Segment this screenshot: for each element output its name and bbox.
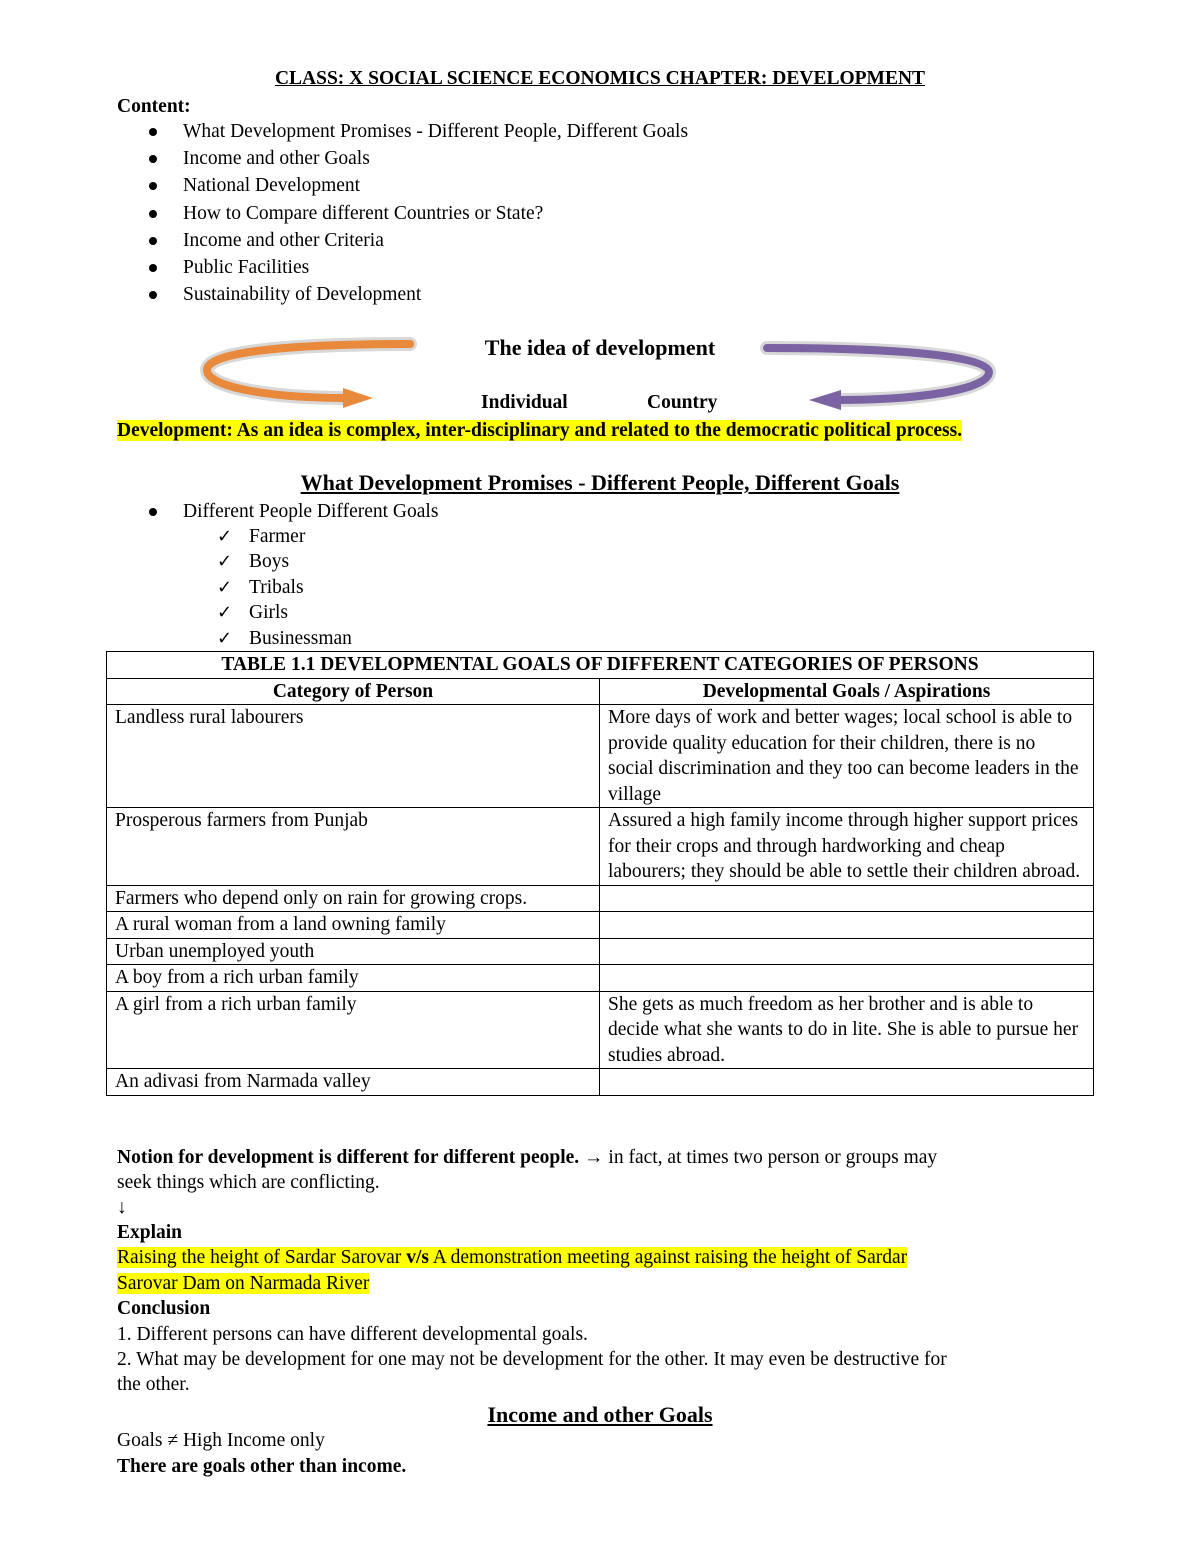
table-row [107,885,1094,912]
table-row [107,938,1094,965]
page-title: CLASS: X SOCIAL SCIENCE ECONOMICS CHAPTER: DEVELOPMENT [274,68,926,89]
table-row [107,808,1094,886]
category-cell: Prosperous farmers from Punjab [107,808,600,886]
table-row [107,965,1094,992]
section1-bullet: Different People Different Goals [117,498,438,525]
income-line2: There are goals other than income. [117,1456,407,1477]
table-title: TABLE 1.1 DEVELOPMENTAL GOALS OF DIFFERENT CATEGORIES OF PERSONS [107,652,1094,679]
section1-list [117,498,438,525]
check-item: ✓ Farmer [217,524,352,549]
check-list [217,524,352,651]
category-cell: Landless rural labourers [107,705,600,808]
table-row [107,991,1094,1069]
conclusion-2-line1: 2. What may be development for one may not be development for the other. It may even be destructive for [117,1349,947,1370]
goal-cell [600,912,1094,939]
goal-cell: She gets as much freedom as her brother and is able to decide what she wants to do in lite. She is able to pursue her studies abroad. [600,991,1094,1069]
check-icon: ✓ [217,526,233,547]
goal-cell [600,965,1094,992]
category-cell: An adivasi from Narmada valley [107,1069,600,1096]
right-arrow-head [809,390,841,410]
down-arrow-glyph: ↓ [117,1197,127,1218]
check-item: ✓ Boys [217,549,352,574]
goal-cell [600,938,1094,965]
check-item: ✓ Businessman [217,626,352,651]
check-icon: ✓ [217,627,233,649]
content-list [117,118,688,308]
check-icon: ✓ [217,551,233,573]
table-row [107,705,1094,808]
table-row [107,912,1094,939]
income-line1: Goals ≠ High Income only [117,1430,325,1451]
goal-cell [600,1069,1094,1096]
content-item: Sustainability of Development [117,281,688,308]
notion-line1: Notion for development is different for different people. → in fact, at times two person or groups may [117,1147,938,1168]
section-heading-development-promises: What Development Promises - Different People, Different Goals [300,470,900,495]
category-cell: A girl from a rich urban family [107,991,600,1069]
category-cell: Farmers who depend only on rain for growing crops. [107,885,600,912]
developmental-goals-table [106,651,1094,1096]
content-item: Income and other Goals [117,145,688,172]
goal-cell: More days of work and better wages; local school is able to provide quality education for their children, there is no social discrimination and they too can become leaders in the village [600,705,1094,808]
category-cell: A boy from a rich urban family [107,965,600,992]
check-icon: ✓ [217,576,233,598]
table-row [107,1069,1094,1096]
right-arrow-glyph: → [584,1147,604,1168]
idea-title: The idea of development [484,335,716,360]
conclusion-1: 1. Different persons can have different developmental goals. [117,1324,588,1345]
explain-label: Explain [117,1222,183,1243]
check-item: ✓ Girls [217,600,352,625]
content-item: National Development [117,172,688,199]
category-cell: A rural woman from a land owning family [107,912,600,939]
idea-left-label: Individual [481,392,568,413]
check-icon: ✓ [217,602,233,624]
conclusion-label: Conclusion [117,1298,211,1319]
explain-line1: Raising the height of Sardar Sarovar v/s A demonstration meeting against raising the height of Sardar [117,1247,908,1268]
explain-line2: Sarovar Dam on Narmada River [117,1273,370,1294]
table-header-goals: Developmental Goals / Aspirations [600,678,1094,705]
check-item: ✓ Tribals [217,575,352,600]
conclusion-2-line2: the other. [117,1374,190,1395]
content-item: What Development Promises - Different People, Different Goals [117,118,688,145]
goal-cell [600,885,1094,912]
content-label: Content: [117,96,191,117]
left-arrow-head [343,388,373,408]
content-item: Public Facilities [117,254,688,281]
table-header-category: Category of Person [107,678,600,705]
content-item: Income and other Criteria [117,227,688,254]
notion-bold: Notion for development is different for different people. [117,1147,580,1168]
section-heading-income-goals: Income and other Goals [487,1402,713,1427]
idea-right-label: Country [647,392,718,413]
category-cell: Urban unemployed youth [107,938,600,965]
development-definition: Development: As an idea is complex, inter-disciplinary and related to the democratic political process. [117,420,963,441]
notion-line2: seek things which are conflicting. [117,1172,380,1193]
goal-cell: Assured a high family income through higher support prices for their crops and through hardworking and cheap labourers; they should be able to settle their children abroad. [600,808,1094,886]
content-item: How to Compare different Countries or State? [117,200,688,227]
